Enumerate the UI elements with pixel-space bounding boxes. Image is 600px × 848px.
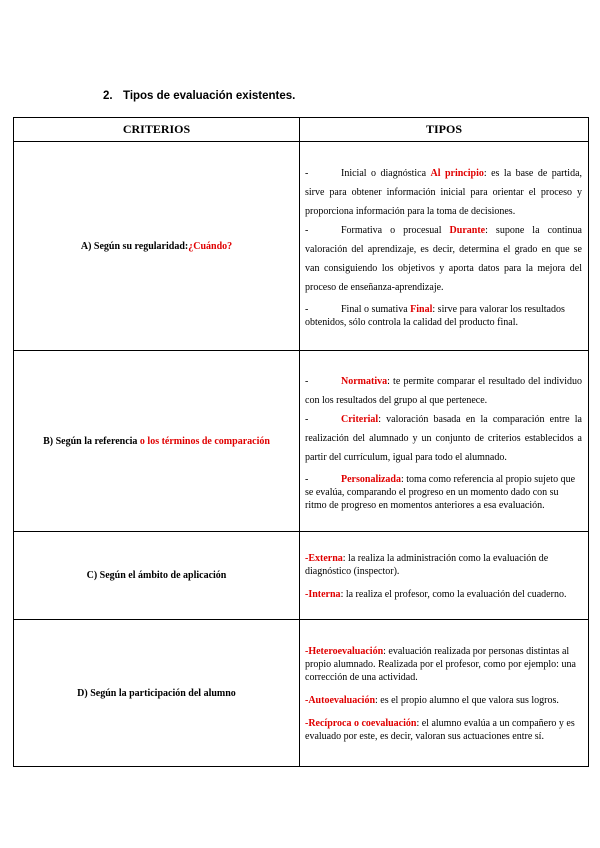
criterion-b-text: B) Según la referencia <box>43 435 140 447</box>
header-criterios: CRITERIOS <box>14 118 300 142</box>
table-header-row <box>14 118 589 142</box>
type-item: - Final o sumativa Final: sirve para valorar los resultados obtenidos, sólo controla la calidad del producto final. <box>305 304 565 328</box>
criterion-a-text: A) Según su regularidad: <box>80 240 189 252</box>
table-row-a <box>14 142 589 351</box>
types-b <box>300 351 589 532</box>
criterion-a-highlight: ¿Cuándo? <box>188 240 233 252</box>
evaluation-types-table <box>13 117 589 767</box>
section-number: 2. <box>103 90 113 102</box>
criterion-d-text: D) Según la participación del alumno <box>77 687 236 699</box>
criterion-c-text: C) Según el ámbito de aplicación <box>86 570 227 581</box>
type-item: - Inicial o diagnóstica Al principio: es la base de partida, sirve para obtener información inicial para orientar el proceso y proporciona información para la toma de decisiones. <box>305 168 583 217</box>
criterion-a <box>14 142 300 351</box>
types-a <box>300 142 589 351</box>
section-heading <box>103 90 295 102</box>
type-item: - Criterial: valoración basada en la comparación entre la realización del alumnado y un conjunto de criterios establecidos a partir del currículum, igual para todo el alumnado. <box>305 413 582 463</box>
table-row-d <box>14 620 589 767</box>
table-row-b <box>14 351 589 532</box>
type-item: - Personalizada: toma como referencia al propio sujeto que se evalúa, comparando el progreso en un momento dado con su ritmo de progreso en momentos anteriores a esa evaluación. <box>305 473 576 511</box>
types-d <box>300 620 589 767</box>
criterion-b <box>14 351 300 532</box>
type-item: - Formativa o procesual Durante: supone la continua valoración del aprendizaje, es decir, determina el grado en que se van consiguiendo los objetivos y aporta datos para la mejora del proceso de enseñanza-aprendizaje. <box>305 225 582 293</box>
types-c <box>300 532 589 620</box>
section-title: Tipos de evaluación existentes. <box>123 90 296 102</box>
type-item: -Externa: la realiza la administración como la evaluación de diagnóstico (inspector). <box>305 552 549 577</box>
criterion-d <box>14 620 300 767</box>
header-tipos: TIPOS <box>300 118 589 142</box>
type-item: - Normativa: te permite comparar el resultado del individuo con los resultados del grupo al que pertenece. <box>305 375 582 406</box>
criterion-b-highlight: o los términos de comparación <box>139 435 270 447</box>
type-item: -Heteroevaluación: evaluación realizada por personas distintas al propio alumnado. Realizada por el profesor, como por ejemplo: una corrección de una actividad. <box>305 645 576 683</box>
type-item: -Interna: la realiza el profesor, como la evaluación del cuaderno. <box>305 588 567 600</box>
criterion-c <box>14 532 300 620</box>
type-item: -Recíproca o coevaluación: el alumno evalúa a un compañero y es evaluado por este, es decir, valoran sus actuaciones entre sí. <box>305 717 575 742</box>
table-row-c <box>14 532 589 620</box>
type-item: -Autoevaluación: es el propio alumno el que valora sus logros. <box>305 694 559 706</box>
